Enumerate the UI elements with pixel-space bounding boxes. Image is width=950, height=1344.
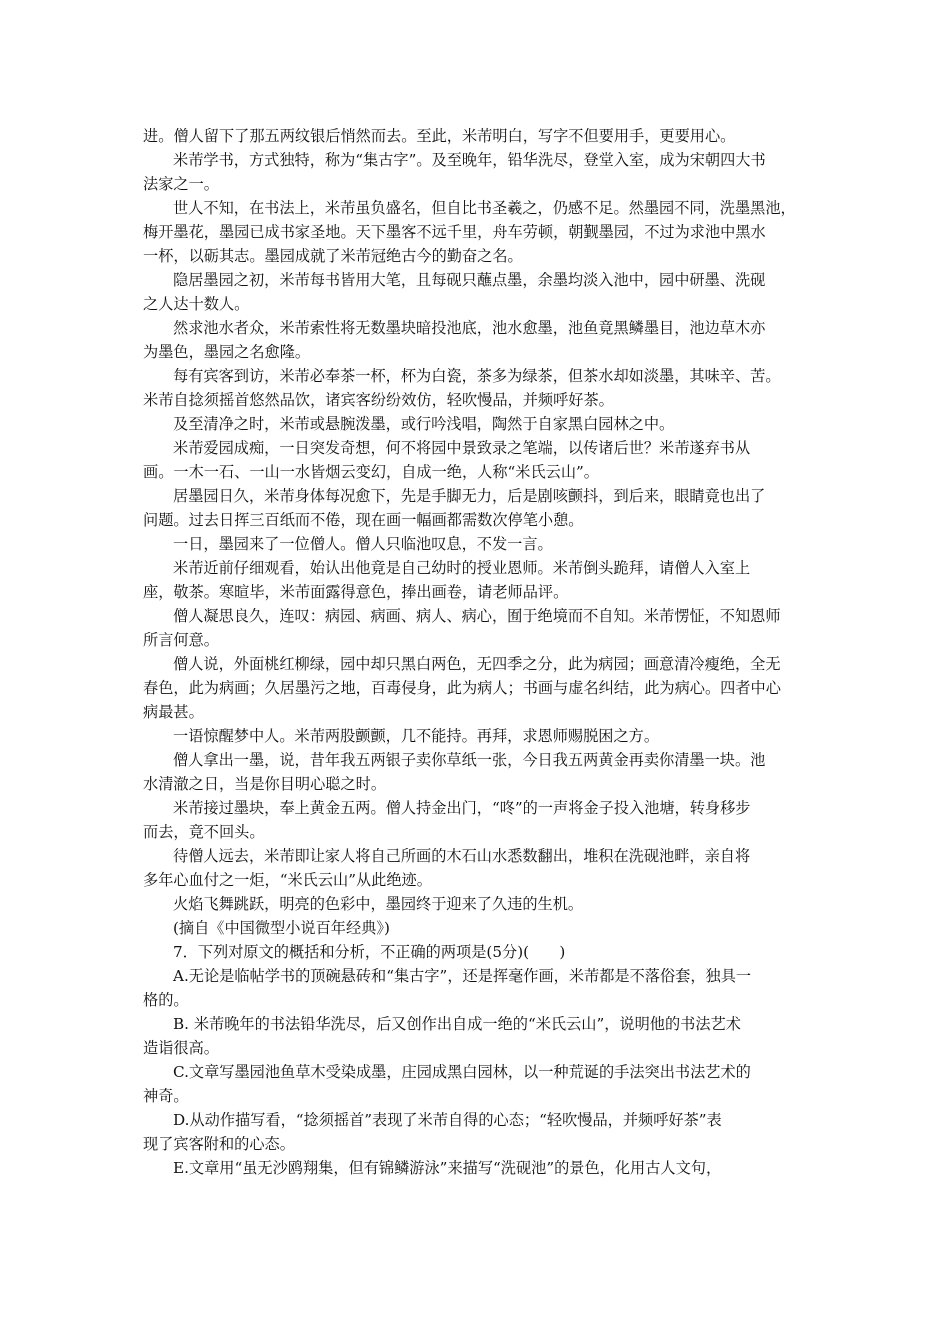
- text-line: 问题。过去日挥三百纸而不倦，现在画一幅画都需数次停笔小憩。: [143, 511, 584, 529]
- text-line: 僧人拿出一墨，说，昔年我五两银子卖你草纸一张，今日我五两黄金再卖你清墨一块。池: [173, 751, 766, 769]
- option-line: 格的。: [143, 991, 189, 1009]
- text-line: 一日，墨园来了一位僧人。僧人只临池叹息，不发一言。: [173, 535, 553, 553]
- text-line: 梅开墨花，墨园已成书家圣地。天下墨客不远千里，舟车劳顿，朝觐墨园，不过为求池中黑水: [143, 223, 766, 241]
- question-prefix: 7．下列对原文的概括和分析，: [173, 943, 381, 961]
- emphasis-char-3: 确: [410, 943, 426, 961]
- option-line: 造诣很高。: [143, 1039, 219, 1057]
- text-line: 僧人说，外面桃红柳绿，园中却只黑白两色，无四季之分，此为病园；画意清冷瘦绝，全无: [173, 655, 781, 673]
- option-line: E.文章用“虽无沙鸥翔集，但有锦鳞游泳”来描写“洗砚池”的景色，化用古人文句，: [173, 1159, 722, 1177]
- text-line: 病最甚。: [143, 703, 204, 721]
- story-text: [143, 124, 811, 940]
- option-line: 神奇。: [143, 1087, 189, 1105]
- option-line: 现了宾客附和的心态。: [143, 1135, 295, 1153]
- text-line: 米芾接过墨块，奉上黄金五两。僧人持金出门，“咚”的一声将金子投入池塘，转身移步: [173, 799, 751, 817]
- text-line: 火焰飞舞跳跃，明亮的色彩中，墨园终于迎来了久违的生机。: [173, 895, 584, 913]
- option-line: D.从动作描写看，“捻须摇首”表现了米芾自得的心态；“轻吹慢品，并频呼好茶”表: [173, 1111, 722, 1129]
- text-line: 待僧人远去，米芾即让家人将自己所画的木石山水悉数翻出，堆积在洗砚池畔，亲自将: [173, 847, 751, 865]
- text-line: 为墨色，墨园之名愈隆。: [143, 343, 311, 361]
- text-line: 世人不知，在书法上，米芾虽负盛名，但自比书圣羲之，仍感不足。然墨园不同，洗墨黑池，: [173, 199, 796, 217]
- text-line: 春色，此为病画；久居墨污之地，百毒侵身，此为病人；书画与虚名纠结，此为病心。四者中心: [143, 679, 781, 697]
- question-7-stem: [143, 940, 811, 964]
- text-line: 座，敬茶。寒暄毕，米芾面露得意色，捧出画卷，请老师品评。: [143, 583, 569, 601]
- text-line: 多年心血付之一炬，“米氏云山”从此绝迹。: [143, 871, 432, 889]
- text-line: 一杯，以砺其志。墨园成就了米芾冠绝古今的勤奋之名。: [143, 247, 523, 265]
- option-line: A.无论是临帖学书的顶碗悬砖和“集古字”，还是挥毫作画，米芾都是不落俗套，独具一: [173, 967, 752, 985]
- text-line: 隐居墨园之初，米芾每书皆用大笔，且每砚只蘸点墨，余墨均淡入池中，园中研墨、洗砚: [173, 271, 766, 289]
- emphasis-char-1: 不: [380, 943, 396, 961]
- text-line: 然求池水者众，米芾索性将无数墨块暗投池底，池水愈墨，池鱼竟黑鳞墨目，池边草木亦: [173, 319, 766, 337]
- text-line: 每有宾客到访，米芾必奉茶一杯，杯为白瓷，茶多为绿茶，但茶水却如淡墨，其味辛、苦。: [173, 367, 781, 385]
- text-line: 及至清净之时，米芾或悬腕泼墨，或行吟浅唱，陶然于自家黑白园林之中。: [173, 415, 675, 433]
- text-line: 之人达十数人。: [143, 295, 250, 313]
- text-line: 而去，竟不回头。: [143, 823, 265, 841]
- text-line: 米芾爱园成痴，一日突发奇想，何不将园中景致录之笔端，以传诸后世？米芾遂弃书从: [173, 439, 751, 457]
- text-line: 水清澈之日，当是你目明心聪之时。: [143, 775, 386, 793]
- option-line: B. 米芾晚年的书法铅华洗尽，后又创作出自成一绝的“米氏云山”，说明他的书法艺术: [173, 1015, 741, 1033]
- text-line: 所言何意。: [143, 631, 219, 649]
- option-line: C.文章写墨园池鱼草木受染成墨，庄园成黑白园林，以一种荒诞的手法突出书法艺术的: [173, 1063, 751, 1081]
- text-line: 进。僧人留下了那五两纹银后悄然而去。至此，米芾明白，写字不但要用手，更要用心。: [143, 127, 736, 145]
- text-line: 法家之一。: [143, 175, 219, 193]
- text-line: 米芾自捻须摇首悠然品饮，诸宾客纷纷效仿，轻吹慢品，并频呼好茶。: [143, 391, 614, 409]
- document-page: [143, 124, 811, 1180]
- text-line: 画。一木一石、一山一水皆烟云变幻，自成一绝，人称“米氏云山”。: [143, 463, 599, 481]
- text-line: 居墨园日久，米芾身体每况愈下，先是手脚无力，后是剧咳颤抖，到后来，眼睛竟也出了: [173, 487, 766, 505]
- question-suffix: 的两项是(5分)( ): [425, 943, 566, 961]
- text-line: 米芾近前仔细观看，始认出他竟是自己幼时的授业恩师。米芾倒头跪拜，请僧人入室上: [173, 559, 751, 577]
- text-line: 一语惊醒梦中人。米芾两股颤颤，几不能持。再拜，求恩师赐脱困之方。: [173, 727, 659, 745]
- text-line: 米芾学书，方式独特，称为“集古字”。及至晚年，铅华洗尽，登堂入室，成为宋朝四大书: [173, 151, 766, 169]
- text-line: 僧人凝思良久，连叹：病园、病画、病人、病心，囿于绝境而不自知。米芾愣怔，不知恩师: [173, 607, 781, 625]
- text-line: (摘自《中国微型小说百年经典》): [173, 919, 390, 937]
- answer-options: [143, 964, 811, 1180]
- emphasis-char-2: 正: [395, 943, 411, 961]
